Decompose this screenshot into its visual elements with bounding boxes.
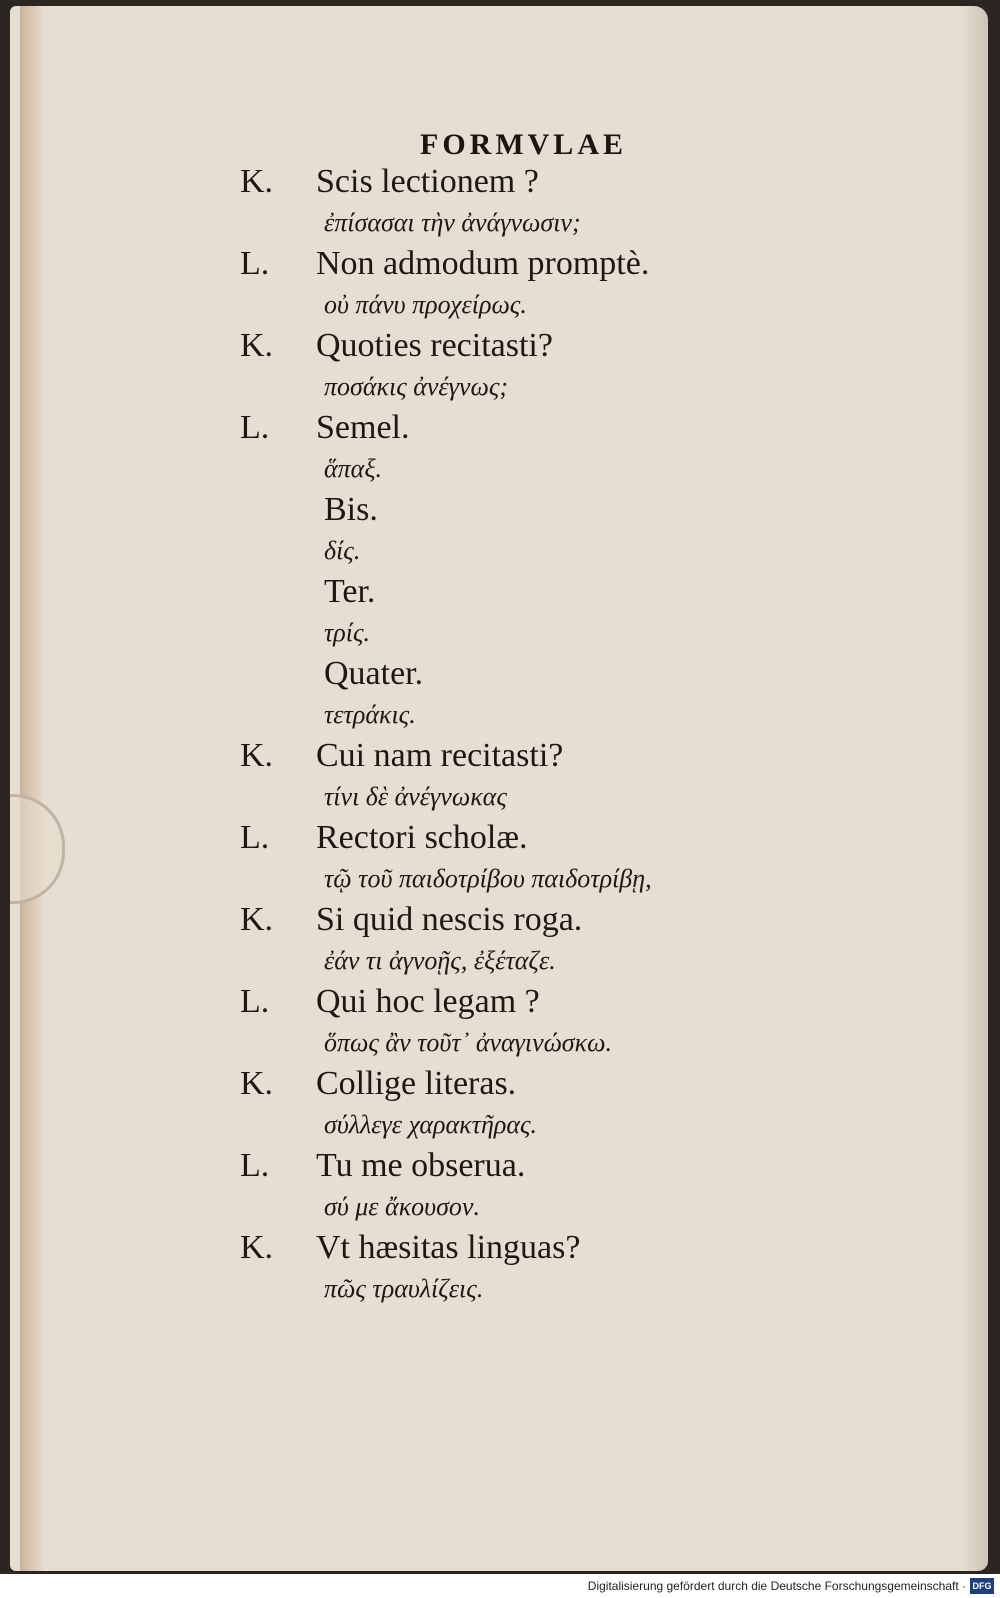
greek-text: τῷ τοῦ παιδοτρίβου παιδοτρίβῃ, bbox=[324, 864, 652, 893]
dialogue-line bbox=[240, 367, 508, 407]
latin-text: Non admodum promptè. bbox=[316, 245, 650, 282]
speaker-label: L. bbox=[240, 983, 270, 1020]
dialogue-line bbox=[240, 1023, 612, 1063]
speaker-label: K. bbox=[240, 737, 274, 774]
speaker-label: L. bbox=[240, 819, 270, 856]
speaker-label: K. bbox=[240, 1229, 274, 1266]
dialogue-line bbox=[240, 1064, 516, 1104]
dialogue-line bbox=[240, 818, 528, 858]
greek-text: τρίς. bbox=[324, 618, 371, 647]
page-heading: FORMVLAE bbox=[420, 128, 627, 161]
greek-text: δίς. bbox=[324, 536, 361, 565]
latin-text: Rectori scholæ. bbox=[316, 819, 528, 856]
greek-text: ἐπίσασαι τὴν ἀνάγνωσιν; bbox=[324, 208, 581, 237]
greek-text: ποσάκις ἀνέγνως; bbox=[324, 372, 509, 401]
greek-text: σύλλεγε χαρακτῆρας. bbox=[324, 1110, 538, 1139]
dialogue-line bbox=[240, 1269, 483, 1309]
speaker-label: K. bbox=[240, 901, 274, 938]
greek-text: οὐ πάνυ προχείρως. bbox=[324, 290, 527, 319]
latin-text: Scis lectionem ? bbox=[316, 163, 539, 200]
latin-text: Qui hoc legam ? bbox=[316, 983, 540, 1020]
latin-text: Si quid nescis roga. bbox=[316, 901, 583, 938]
dialogue-line bbox=[240, 1105, 537, 1145]
latin-text: Vt hæsitas linguas? bbox=[316, 1229, 581, 1266]
greek-text: ἅπαξ. bbox=[324, 454, 382, 483]
dialogue-line bbox=[240, 408, 409, 448]
greek-text: τετράκις. bbox=[324, 700, 416, 729]
dialogue-line bbox=[240, 203, 581, 243]
dialogue-line bbox=[240, 777, 507, 817]
greek-text: ἐάν τι ἀγνοῇς, ἐξέταζε. bbox=[324, 946, 556, 975]
greek-text: πῶς τραυλίζεις. bbox=[324, 1274, 484, 1303]
dialogue-line bbox=[240, 613, 370, 653]
dialogue-line bbox=[240, 326, 553, 366]
latin-text: Bis. bbox=[324, 491, 378, 528]
greek-text: τίνι δὲ ἀνέγνωκας bbox=[324, 782, 507, 811]
speaker-label: K. bbox=[240, 163, 274, 200]
dialogue-line bbox=[240, 982, 540, 1022]
dialogue-line bbox=[240, 449, 382, 489]
dialogue-line bbox=[240, 244, 649, 284]
dialogue-line bbox=[240, 1146, 525, 1186]
page-clip bbox=[10, 794, 65, 904]
dfg-logo: DFG bbox=[970, 1578, 994, 1594]
speaker-label: L. bbox=[240, 245, 270, 282]
dialogue-line bbox=[240, 900, 582, 940]
latin-text: Tu me obserua. bbox=[316, 1147, 526, 1184]
dialogue-line bbox=[240, 654, 423, 694]
dialogue-line bbox=[240, 572, 375, 612]
greek-text: σύ με ἄκουσον. bbox=[324, 1192, 480, 1221]
dialogue-line bbox=[240, 162, 539, 202]
dialogue-line bbox=[240, 490, 378, 530]
speaker-label: K. bbox=[240, 327, 274, 364]
speaker-label: L. bbox=[240, 409, 270, 446]
dialogue-line bbox=[240, 736, 563, 776]
page-shade bbox=[960, 6, 988, 1571]
latin-text: Semel. bbox=[316, 409, 410, 446]
dialogue-line bbox=[240, 531, 360, 571]
dialogue-line bbox=[240, 941, 556, 981]
dialogue-line bbox=[240, 859, 652, 899]
speaker-label: L. bbox=[240, 1147, 270, 1184]
dialogue-line bbox=[240, 285, 527, 325]
latin-text: Collige literas. bbox=[316, 1065, 517, 1102]
dialogue-line bbox=[240, 1228, 580, 1268]
latin-text: Ter. bbox=[324, 573, 376, 610]
greek-text: ὅπως ἂν τοῦτ᾽ ἀναγινώσκω. bbox=[324, 1028, 612, 1057]
dialogue-line bbox=[240, 695, 416, 735]
footer-credit: Digitalisierung gefördert durch die Deutsche Forschungsgemeinschaft · bbox=[0, 1574, 1000, 1598]
latin-text: Cui nam recitasti? bbox=[316, 737, 564, 774]
speaker-label: K. bbox=[240, 1065, 274, 1102]
dialogue-line bbox=[240, 1187, 480, 1227]
latin-text: Quater. bbox=[324, 655, 424, 692]
page-edge bbox=[20, 6, 42, 1571]
latin-text: Quoties recitasti? bbox=[316, 327, 553, 364]
